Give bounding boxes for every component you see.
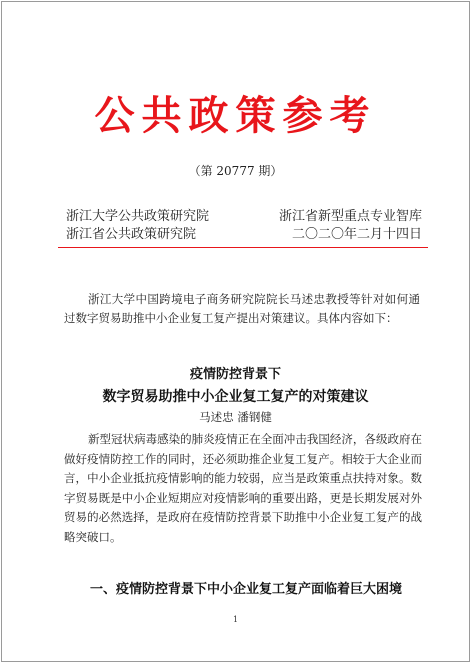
article-title-line-1: 疫情防控背景下 [189, 367, 281, 382]
issue-number: （第 20777 期） [188, 164, 283, 178]
publisher-block [66, 208, 422, 244]
article-body [64, 430, 422, 547]
article-title-line-2: 数字贸易助推中小企业复工复产的对策建议 [102, 389, 369, 405]
publisher-row-2 [66, 226, 422, 244]
article-authors: 马述忠 潘钢健 [199, 410, 272, 424]
body-paragraph: 新型冠状病毒感染的肺炎疫情正在全面冲击我国经济，各级政府在做好疫情防控工作的同时，还必须助推企业复工复产。相较于大企业而言，中小企业抵抗疫情影响的能力较弱，应当是政策重点扶持对象。数字贸易既是中小企业短期应对疫情影响的重要出路，更是长期发展对外贸易的必然选择，是政府在疫情防控背景下助推中小企业复工复产的战略突破口。 [64, 432, 422, 544]
section-heading: 一、疫情防控背景下中小企业复工复产面临着巨大困境 [90, 582, 403, 597]
publisher-name-1: 浙江大学公共政策研究院 [66, 209, 210, 224]
think-tank-label: 浙江省新型重点专业智库 [278, 209, 422, 224]
masthead-title: 公共政策参考 [94, 92, 377, 139]
publisher-row-1 [66, 208, 422, 226]
publish-date: 二〇二〇年二月十四日 [291, 227, 422, 242]
header-divider [58, 247, 428, 248]
intro-paragraph: 浙江大学中国跨境电子商务研究院院长马述忠教授等针对如何通过数字贸易助推中小企业复工复产提出对策建议。具体内容如下： [64, 292, 420, 325]
document-page [1, 1, 470, 662]
publisher-name-2: 浙江省公共政策研究院 [66, 227, 197, 242]
page-number: 1 [232, 615, 239, 624]
